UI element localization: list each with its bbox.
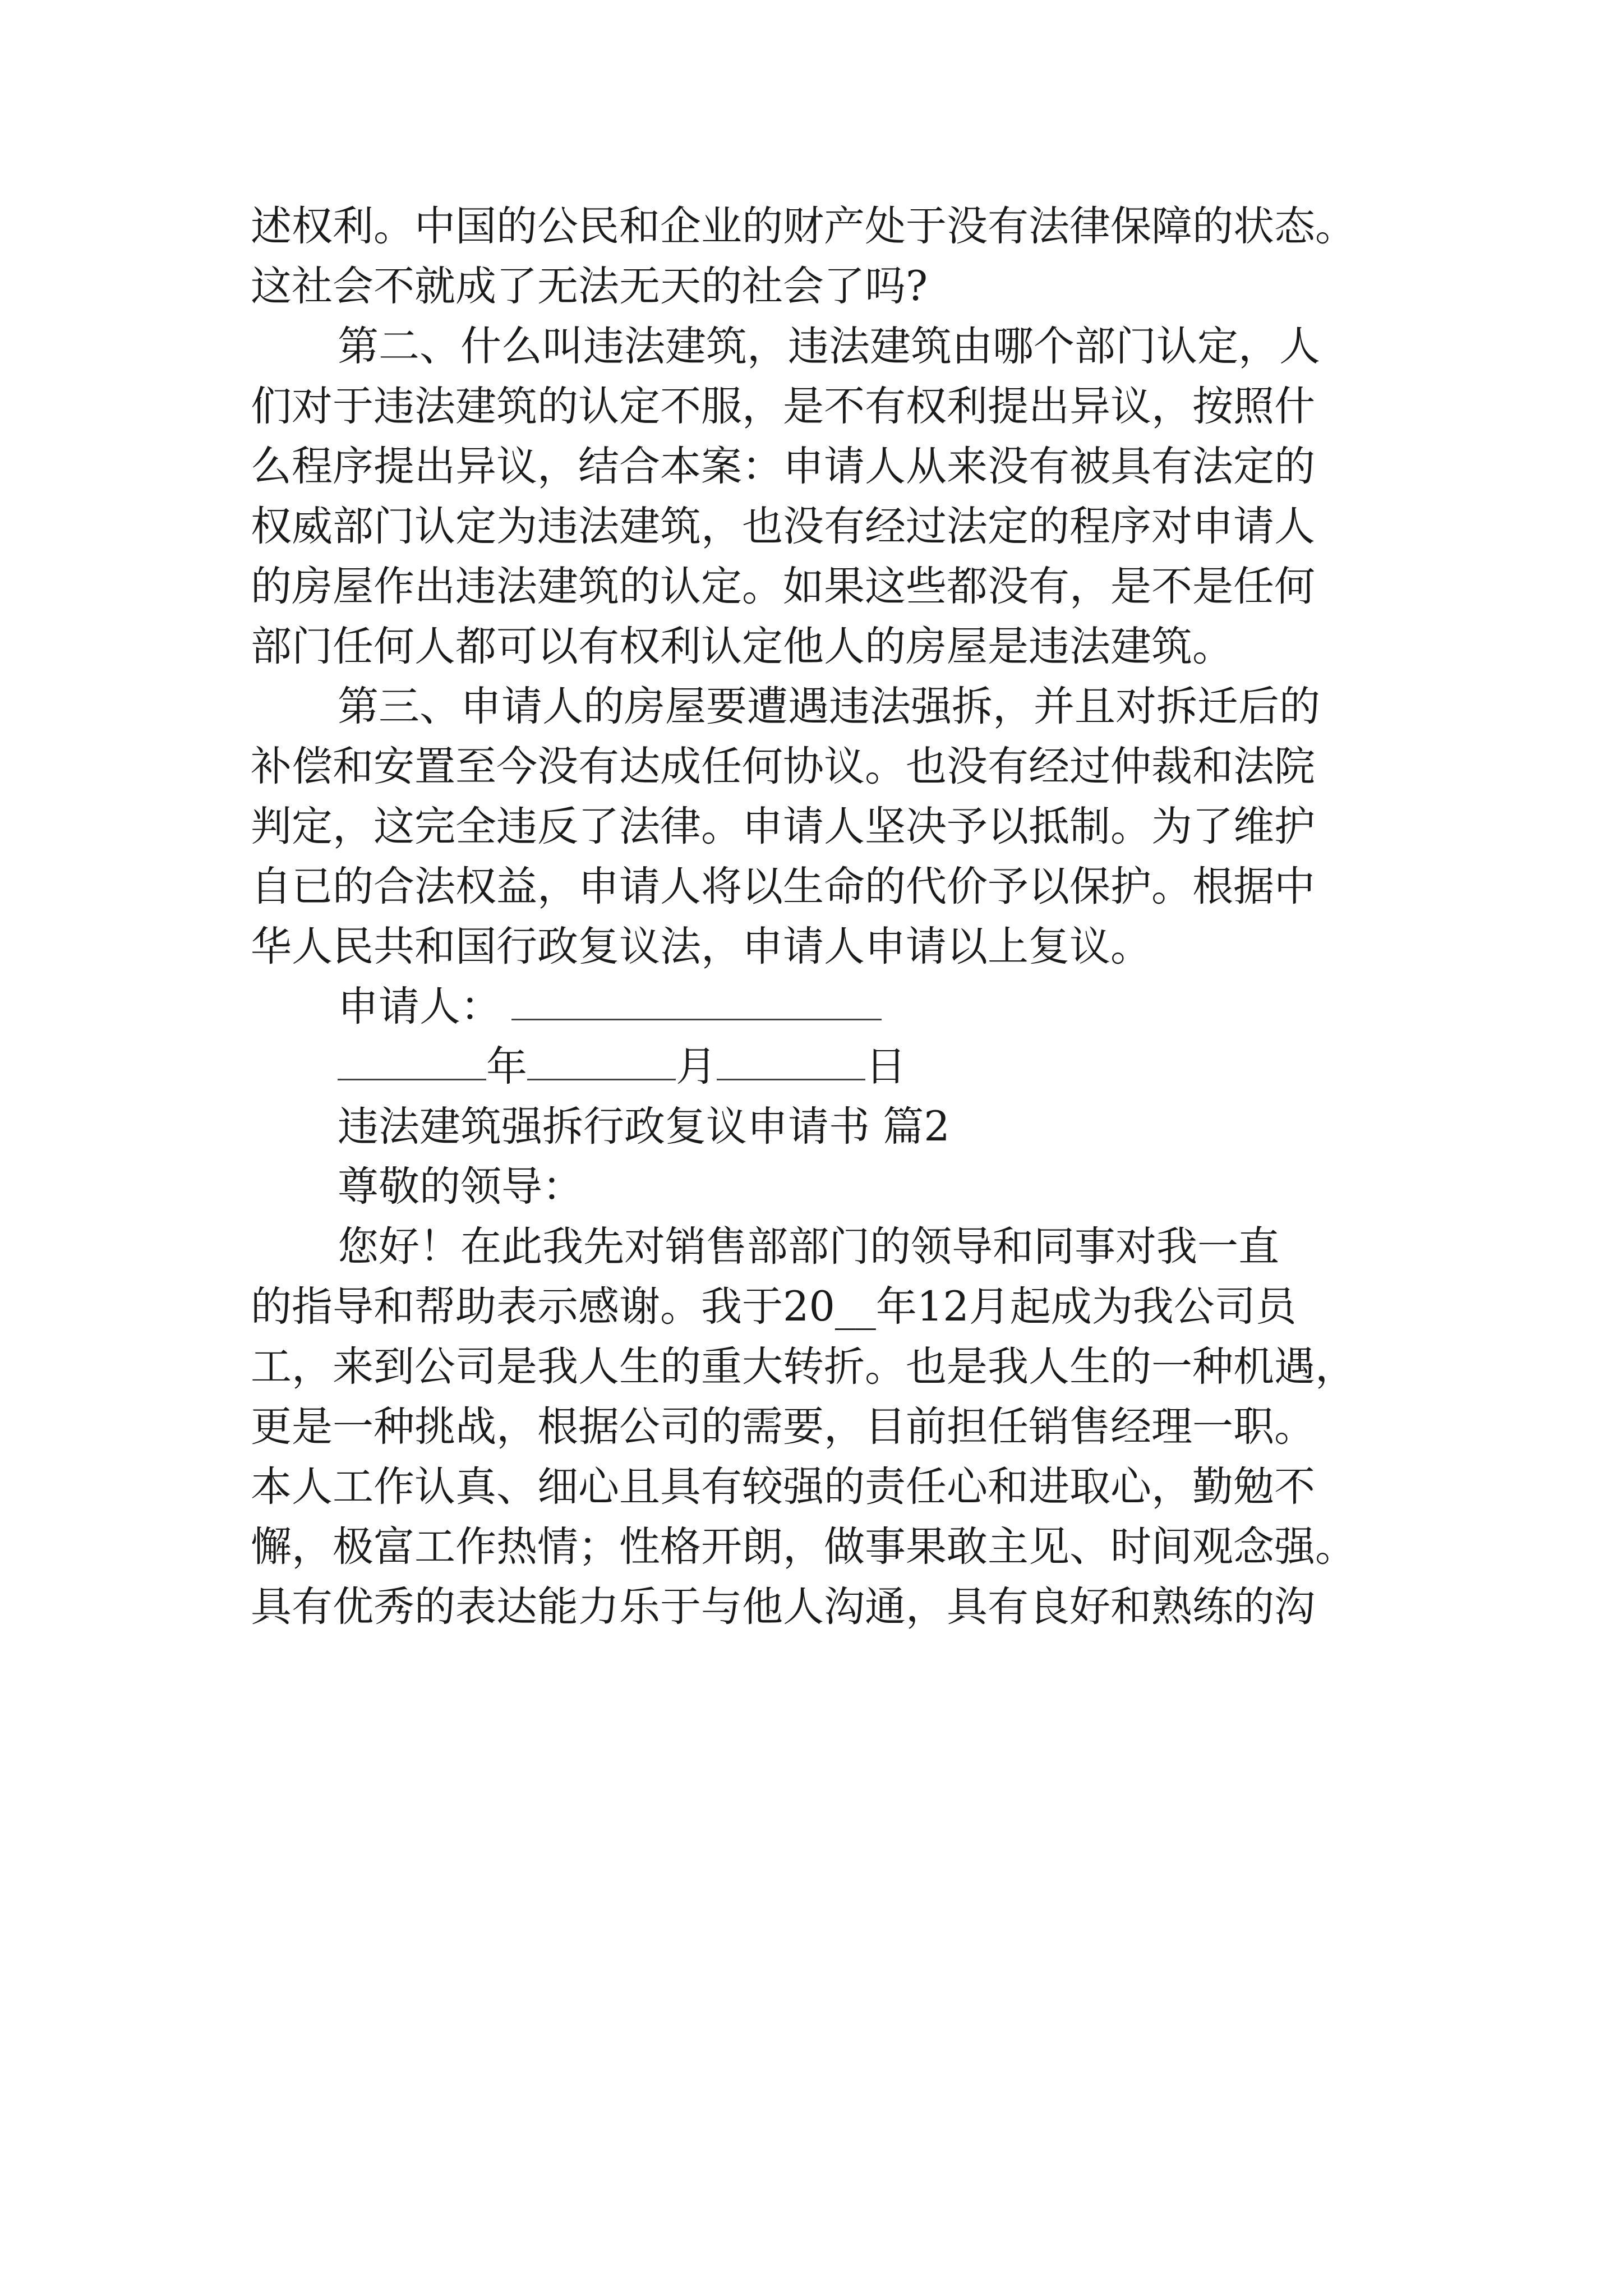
document-body <box>251 196 1440 1637</box>
text-line: 懈，极富工作热情；性格开朗，做事果敢主见、时间观念强。 <box>251 1523 1356 1571</box>
date-line <box>251 1037 1440 1097</box>
signature-line <box>251 977 1440 1037</box>
text-line: 么程序提出异议，结合本案：申请人从来没有被具有法定的 <box>251 443 1315 490</box>
salutation: 尊敬的领导： <box>338 1163 583 1211</box>
signature-blank[interactable] <box>511 979 882 1020</box>
text-line: 本人工作认真、细心且具有较强的责任心和进取心，勤勉不 <box>251 1463 1315 1511</box>
year-blank[interactable] <box>338 1039 486 1080</box>
text-line: 您好！在此我先对销售部部门的领导和同事对我一直 <box>338 1223 1279 1271</box>
text-line: 具有优秀的表达能力乐于与他人沟通，具有良好和熟练的沟 <box>251 1583 1315 1631</box>
date-month-label: 月 <box>676 1043 717 1091</box>
text-line: 工，来到公司是我人生的重大转折。也是我人生的一种机遇， <box>251 1343 1356 1391</box>
month-blank[interactable] <box>527 1039 676 1080</box>
text-line: 补偿和安置至今没有达成任何协议。也没有经过仲裁和法院 <box>251 743 1315 790</box>
section-title: 违法建筑强拆行政复议申请书 篇2 <box>338 1103 950 1151</box>
text-line: 自已的合法权益，申请人将以生命的代价予以保护。根据中 <box>251 863 1315 910</box>
text-line: 述权利。中国的公民和企业的财产处于没有法律保障的状态。 <box>251 203 1356 250</box>
text-line: 华人民共和国行政复议法，申请人申请以上复议。 <box>251 923 1151 970</box>
signature-label: 申请人： <box>338 983 501 1030</box>
date-year-label: 年 <box>486 1043 527 1091</box>
date-day-label: 日 <box>865 1043 906 1091</box>
text-line: 更是一种挑战，根据公司的需要，目前担任销售经理一职。 <box>251 1403 1315 1451</box>
text-line: 第二、什么叫违法建筑，违法建筑由哪个部门认定，人 <box>338 323 1320 370</box>
text-line: 权威部门认定为违法建筑，也没有经过法定的程序对申请人 <box>251 503 1315 550</box>
text-line: 这社会不就成了无法无天的社会了吗? <box>251 263 928 310</box>
text-line: 部门任何人都可以有权利认定他人的房屋是违法建筑。 <box>251 623 1233 670</box>
text-line: 们对于违法建筑的认定不服，是不有权利提出异议，按照什 <box>251 383 1315 430</box>
text-line: 判定，这完全违反了法律。申请人坚决予以抵制。为了维护 <box>251 803 1315 850</box>
day-blank[interactable] <box>717 1039 865 1080</box>
text-line: 的房屋作出违法建筑的认定。如果这些都没有，是不是任何 <box>251 563 1315 610</box>
text-line: 第三、申请人的房屋要遭遇违法强拆，并且对拆迁后的 <box>338 683 1320 730</box>
text-line: 的指导和帮助表示感谢。我于20__年12月起成为我公司员 <box>251 1283 1297 1331</box>
